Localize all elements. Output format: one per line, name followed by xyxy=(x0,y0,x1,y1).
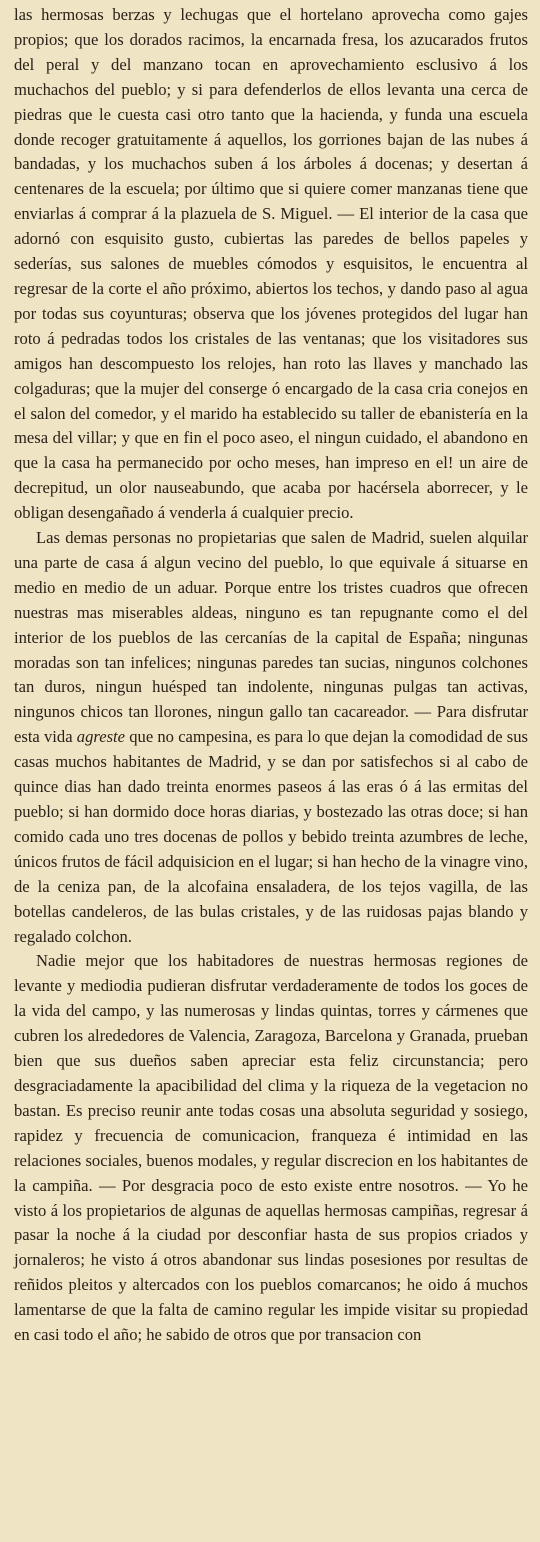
paragraph-1 xyxy=(14,3,528,526)
text-segment: Nadie mejor que los habitadores de nuestras hermosas regiones de levante y mediodia pudieran disfrutar verdaderamente de todos los goces de la vida del campo, y las numerosas y lindas quintas, torres y cármenes que cubren los alrededores de Valencia, Zaragoza, Barcelona y Granada, prueban bien que sus dueños saben apreciar esta feliz circunstancia; pero desgraciadamente la apacibilidad del clima y la riqueza de la vegetacion no bastan. Es preciso reunir ante todas cosas una absoluta seguridad y sosiego, rapidez y frecuencia de comunicacion, franqueza é intimidad en las relaciones sociales, buenos modales, y regular discrecion en los habitantes de la campiña. — Por desgracia poco de esto existe entre nosotros. — Yo he visto á los propietarios de algunas de aquellas hermosas campiñas, regresar á pasar la noche á la ciudad por desconfiar hasta de sus propios criados y jornaleros; he visto á otros abandonar sus lindas posesiones por resultas de reñidos pleitos y altercados con los pueblos comarcanos; he oido á muchos lamentarse de que la falta de camino regular les impide visitar su propiedad en casi todo el año; he sabido de otros que por transacion con xyxy=(14,951,528,1345)
text-segment: que no campesina, es para lo que dejan la comodidad de sus casas muchos habitantes de Madrid, y se dan por satisfechos si al cabo de quince dias han dado treinta enormes paseos á las eras ó á las ermitas del pueblo; si han dormido doce horas diarias, y bostezado las otras doce; si han comido cada uno tres docenas de pollos y bebido treinta azumbres de leche, únicos frutos de fácil adquisicion en el lugar; si han hecho de la vinagre vino, de la ceniza pan, de la alcofaina ensaladera, de los tejos vagilla, de las botellas candeleros, de las bulas cristales, y de las ruidosas pajas blando y regalado colchon. xyxy=(14,727,528,946)
italic-word: agreste xyxy=(76,727,126,747)
paragraph-2 xyxy=(14,526,528,949)
text-segment: Las demas personas no propietarias que salen de Madrid, suelen alquilar una parte de casa á algun vecino del pueblo, lo que equivale á situarse en medio en medio de un aduar. Porque entre los tristes cuadros que ofrecen nuestras mas miserables aldeas, ninguno es tan repugnante como el del interior de los pueblos de las cercanías de la capital de España; ningunas moradas son tan infelices; ningunas paredes tan sucias, ningunos colchones tan duros, ningun huésped tan indolente, ningunas pulgas tan activas, ningunos chicos tan llorones, ningun gallo tan cacareador. — Para disfrutar esta vida xyxy=(14,528,528,747)
paragraph-3 xyxy=(14,949,528,1348)
text-segment: las hermosas berzas y lechugas que el hortelano aprovecha como gajes propios; que los dorados racimos, la encarnada fresa, los azucarados frutos del peral y del manzano tocan en aprovechamiento esclusivo á los muchachos del pueblo; y si para defenderlos de ellos levanta una cerca de piedras que le cuesta casi otro tanto que la hacienda, y funda una escuela donde recoger gratuitamente á aquellos, los gorriones bajan de las nubes á bandadas, y los muchachos suben á los árboles á docenas; y desertan á centenares de la escuela; por último que si quiere comer manzanas tiene que enviarlas á comprar á la plazuela de S. Miguel. — El interior de la casa que adornó con esquisito gusto, cubiertas las paredes de bellos papeles y sederías, sus salones de muebles cómodos y esquisitos, le encuentra al regresar de la corte el año próximo, abiertos los techos, y dando paso al agua por todas sus coyunturas; observa que los jóvenes protegidos del lugar han roto á pedradas todos los cristales de las ventanas; que los visitadores sus amigos han descompuesto los relojes, han roto las llaves y manchado las colgaduras; que la mujer del conserge ó encargado de la casa cria conejos en el salon del comedor, y el marido ha establecido su taller de ebanistería en la mesa del villar; y que en fin el poco aseo, el ningun cuidado, el abandono en que la casa ha permanecido por ocho meses, han impreso en el! un aire de decrepitud, un olor nauseabundo, que acaba por hacérsela aborrecer, y le obligan desengañado á venderla á cualquier precio. xyxy=(14,5,528,523)
